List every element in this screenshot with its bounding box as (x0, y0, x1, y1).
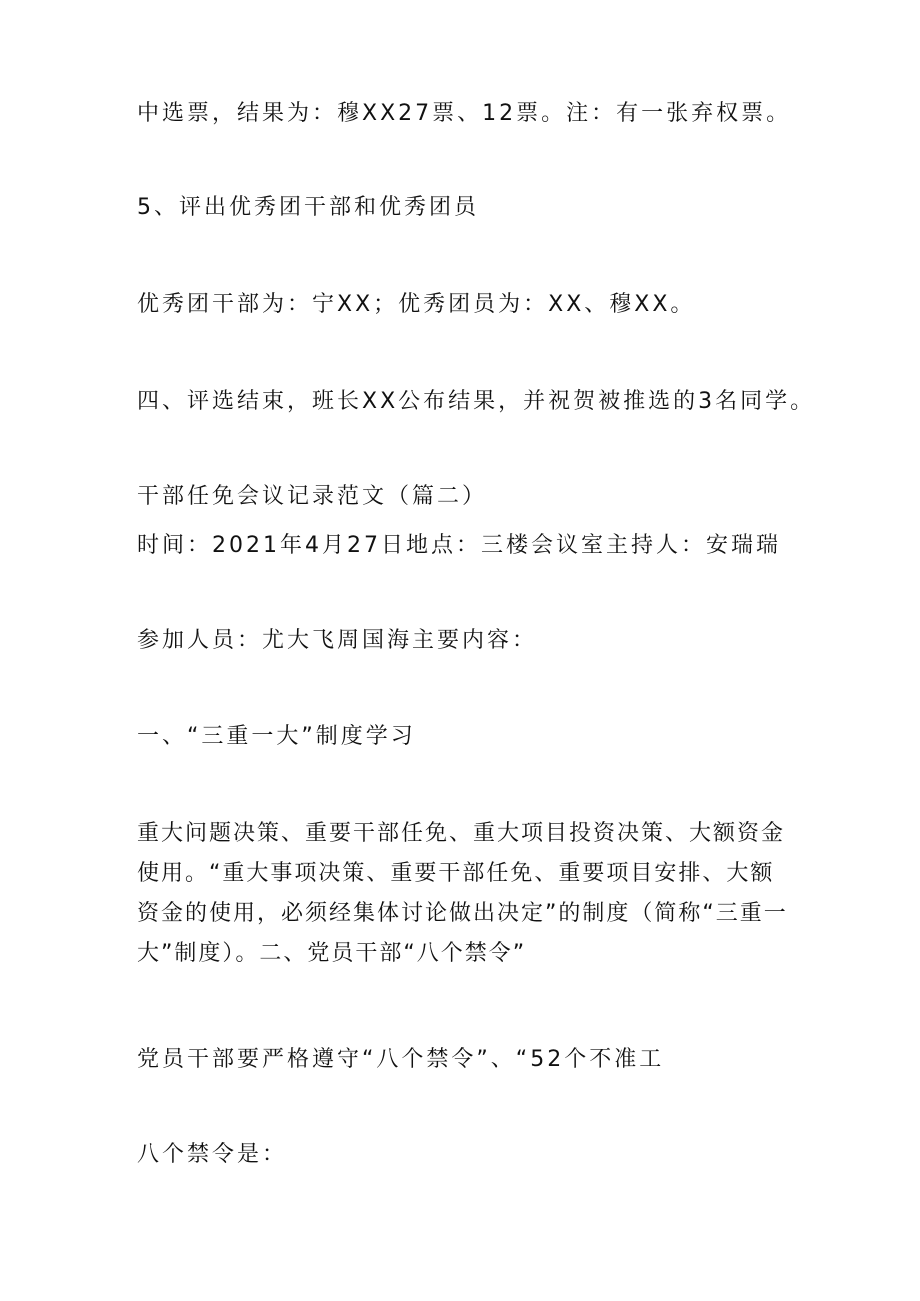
section-heading-4: 四、评选结束，班长XX公布结果，并祝贺被推选的3名同学。 (137, 389, 816, 414)
eight-prohibitions-heading: 八个禁令是： (137, 1142, 288, 1167)
section-heading-5: 5、评出优秀团干部和优秀团员 (137, 195, 479, 220)
meeting-time-place-line: 时间：2021年4月27日地点：三楼会议室主持人：安瑞瑞 (137, 533, 781, 558)
attendees-line: 参加人员：尤大飞周国海主要内容： (137, 628, 538, 653)
excellent-members-line: 优秀团干部为：宁XX；优秀团员为：XX、穆XX。 (137, 292, 696, 317)
section-heading-1: 一、“三重一大”制度学习 (137, 724, 416, 749)
vote-result-line: 中选票，结果为：穆XX27票、12票。注：有一张弃权票。 (137, 101, 792, 126)
eight-prohibitions-line: 党员干部要严格遵守“八个禁令”、“52个不准工 (137, 1047, 665, 1072)
three-major-paragraph: 重大问题决策、重要干部任免、重大项目投资决策、大额资金使用。“重大事项决策、重要干部任免、重要项目安排、大额资金的使用，必须经集体讨论做出决定”的制度（简称“三重一大”制度）。二、党员干部“八个禁令” (137, 821, 788, 966)
document-subtitle: 干部任免会议记录范文（篇二） (137, 484, 488, 509)
